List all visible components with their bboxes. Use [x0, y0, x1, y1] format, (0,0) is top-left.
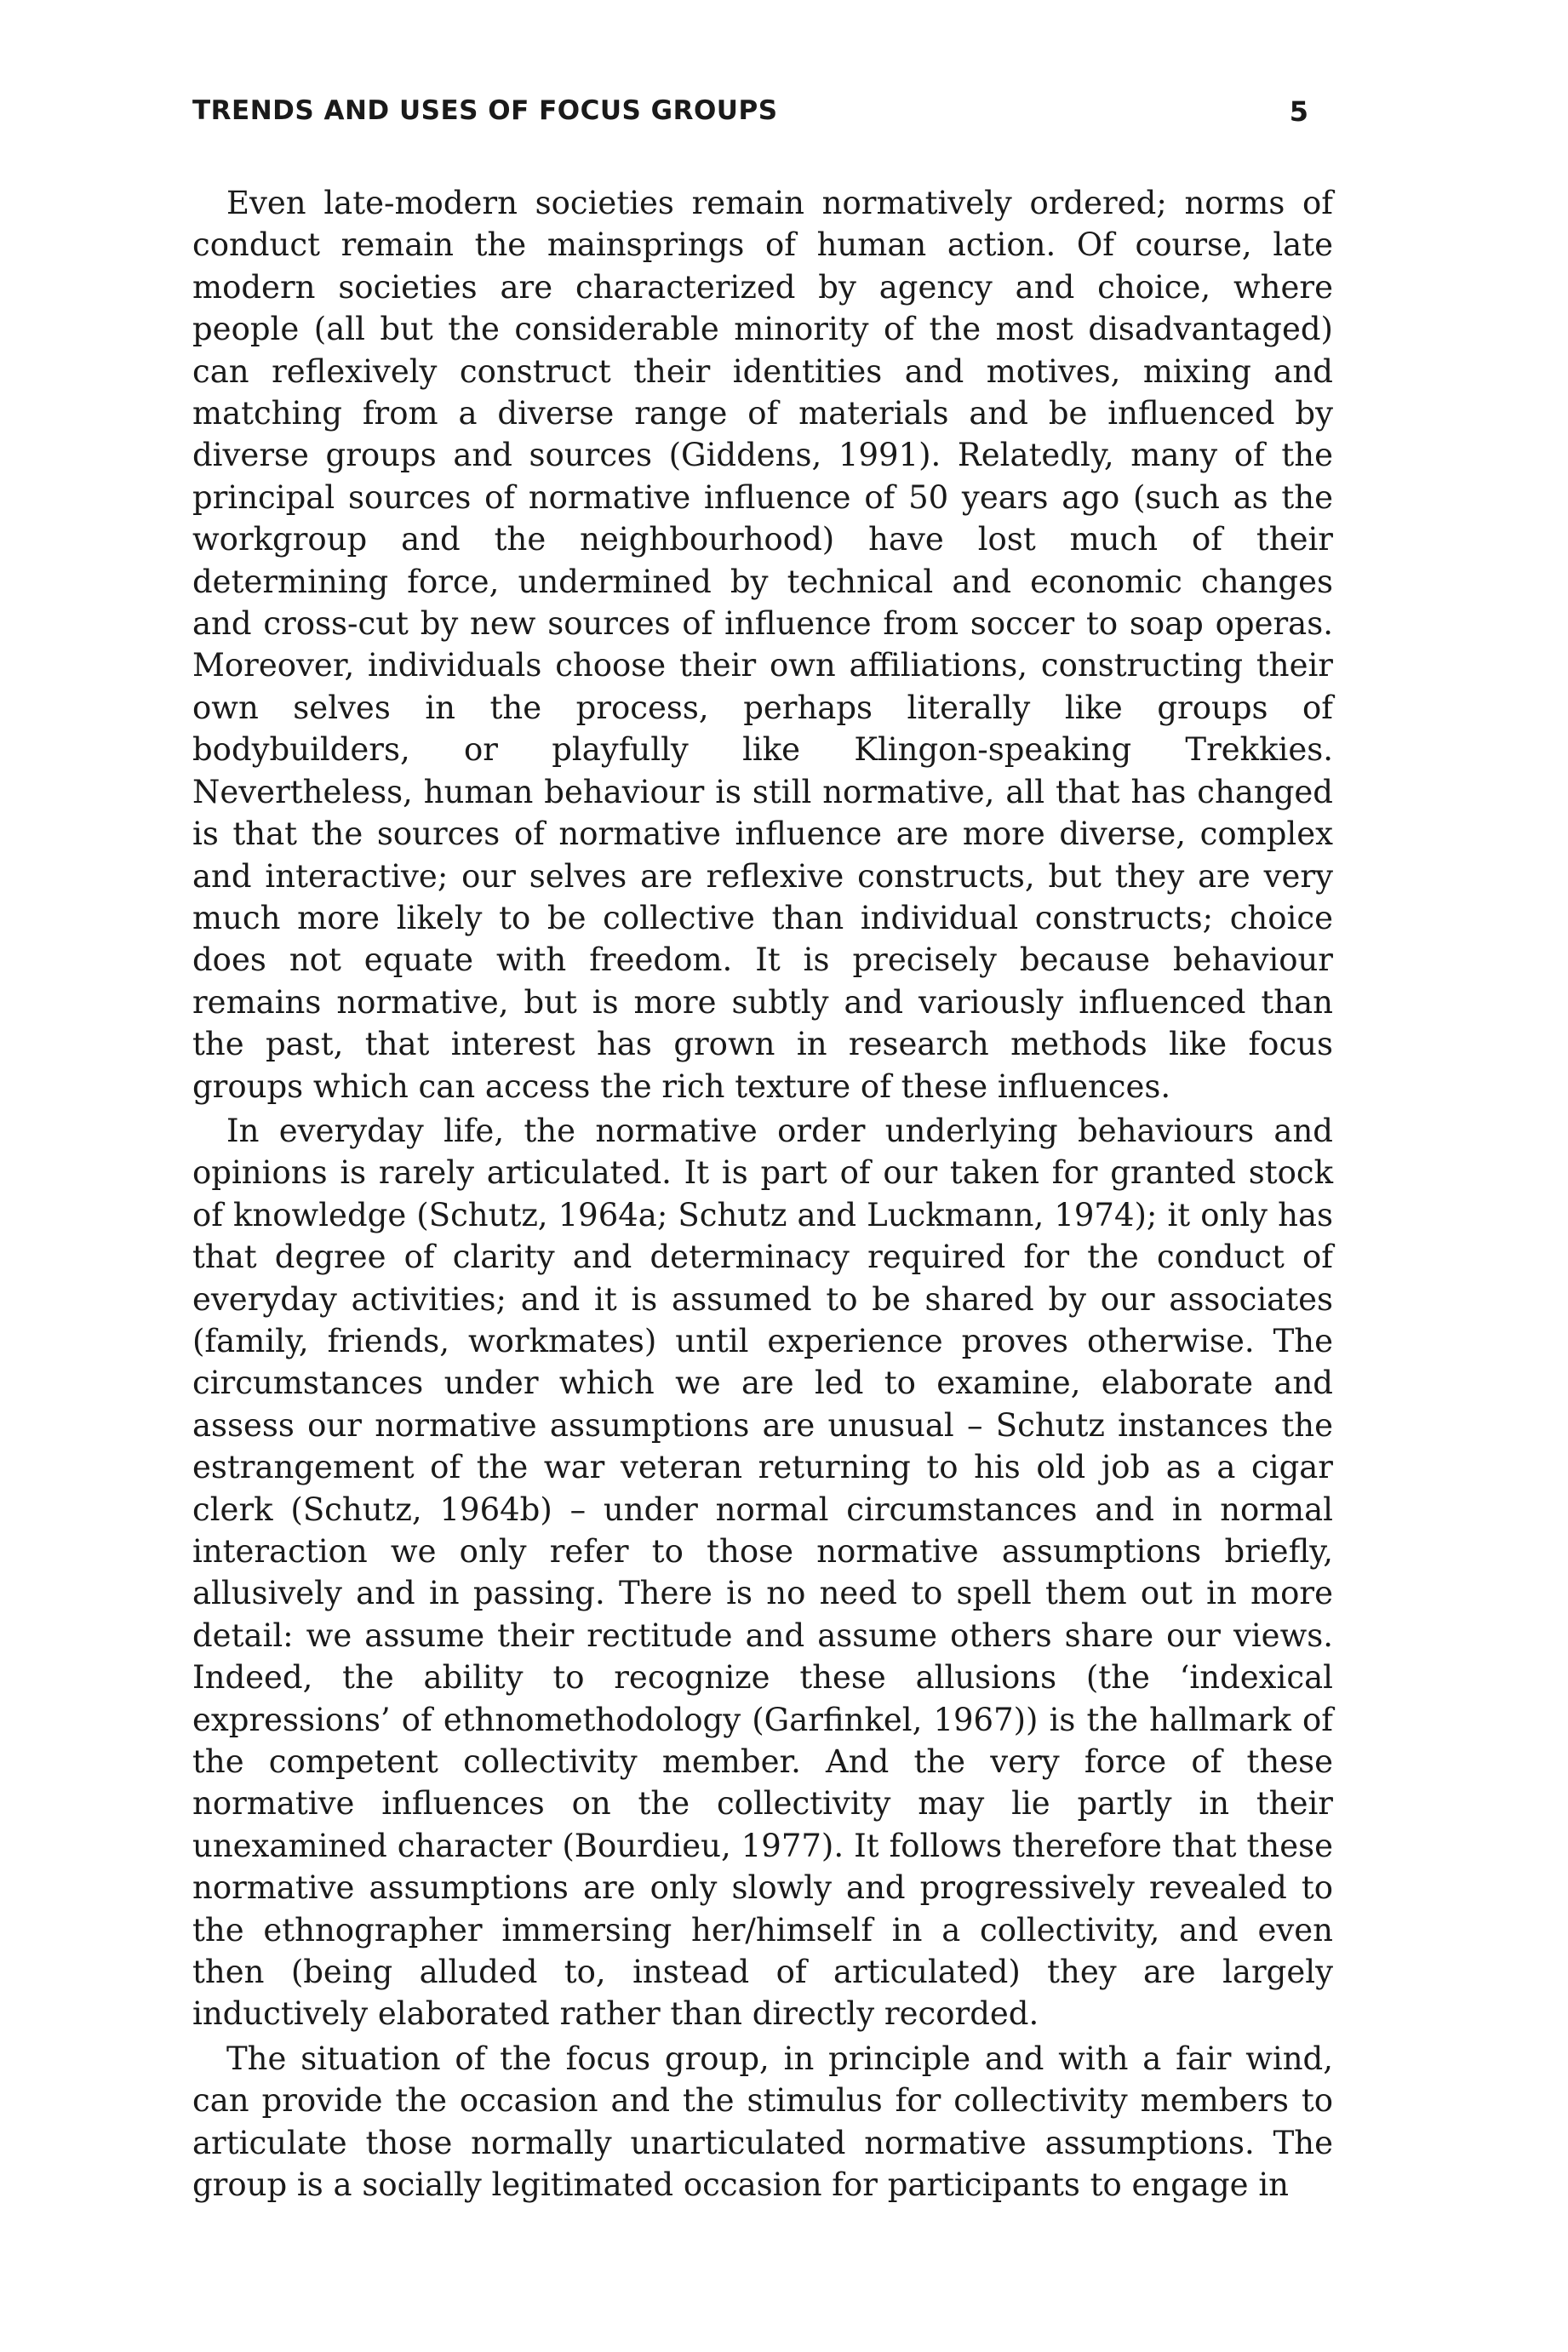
page-number: 5	[1289, 95, 1308, 128]
paragraph-2: In everyday life, the normative order underlying behaviours and opinions is rarely articulated. It is part of our taken for granted stock of knowledge (Schutz, 1964a; Schutz and Luckmann, 1974); it only has that degree of clarity and determinacy required for the conduct of everyday activities; and it is assumed to be shared by our associates (family, friends, workmates) until experience proves otherwise. The circumstances under which we are led to examine, elaborate and assess our normative assumptions are unusual – Schutz instances the estrangement of the war veteran returning to his old job as a cigar clerk (Schutz, 1964b) – under normal circumstances and in normal interaction we only refer to those normative assumptions briefly, allusively and in passing. There is no need to spell them out in more detail: we assume their rectitude and assume others share our views. Indeed, the ability to recognize these allusions (the ‘indexical expressions’ of ethnomethodology (Garfinkel, 1967)) is the hallmark of the competent collectivity member. And the very force of these normative influences on the collectivity may lie partly in their unexamined character (Bourdieu, 1977). It follows therefore that these normative assumptions are only slowly and progressively revealed to the ethnographer immersing her/himself in a collectivity, and even then (being alluded to, instead of articulated) they are largely inductively elaborated rather than directly recorded.	[192, 1112, 1333, 2033]
body-text	[192, 182, 1333, 2209]
paragraph-1: Even late-modern societies remain normatively ordered; norms of conduct remain the mainsprings of human action. Of course, late modern societies are characterized by agency and choice, where people (all but the considerable minority of the most disadvantaged) can reflexively construct their identities and motives, mixing and matching from a diverse range of materials and be influenced by diverse groups and sources (Giddens, 1991). Relatedly, many of the principal sources of normative influence of 50 years ago (such as the workgroup and the neighbourhood) have lost much of their determining force, undermined by technical and economic changes and cross-cut by new sources of influence from soccer to soap operas. Moreover, individuals choose their own affiliations, constructing their own selves in the process, perhaps literally like groups of bodybuilders, or playfully like Klingon-speaking Trekkies. Nevertheless, human behaviour is still normative, all that has changed is that the sources of normative influence are more diverse, complex and interactive; our selves are reflexive constructs, but they are very much more likely to be collective than individual constructs; choice does not equate with freedom. It is precisely because behaviour remains normative, but is more subtly and variously influenced than the past, that interest has grown in research methods like focus groups which can access the rich texture of these influences.	[192, 185, 1333, 1105]
running-header	[192, 95, 1308, 143]
running-title: TRENDS AND USES OF FOCUS GROUPS	[192, 95, 778, 126]
paragraph-3: The situation of the focus group, in principle and with a fair wind, can provide the occasion and the stimulus for collectivity members to articulate those normally unarticulated normative assumptions. The group is a socially legitimated occasion for participants to engage in	[192, 2040, 1333, 2204]
